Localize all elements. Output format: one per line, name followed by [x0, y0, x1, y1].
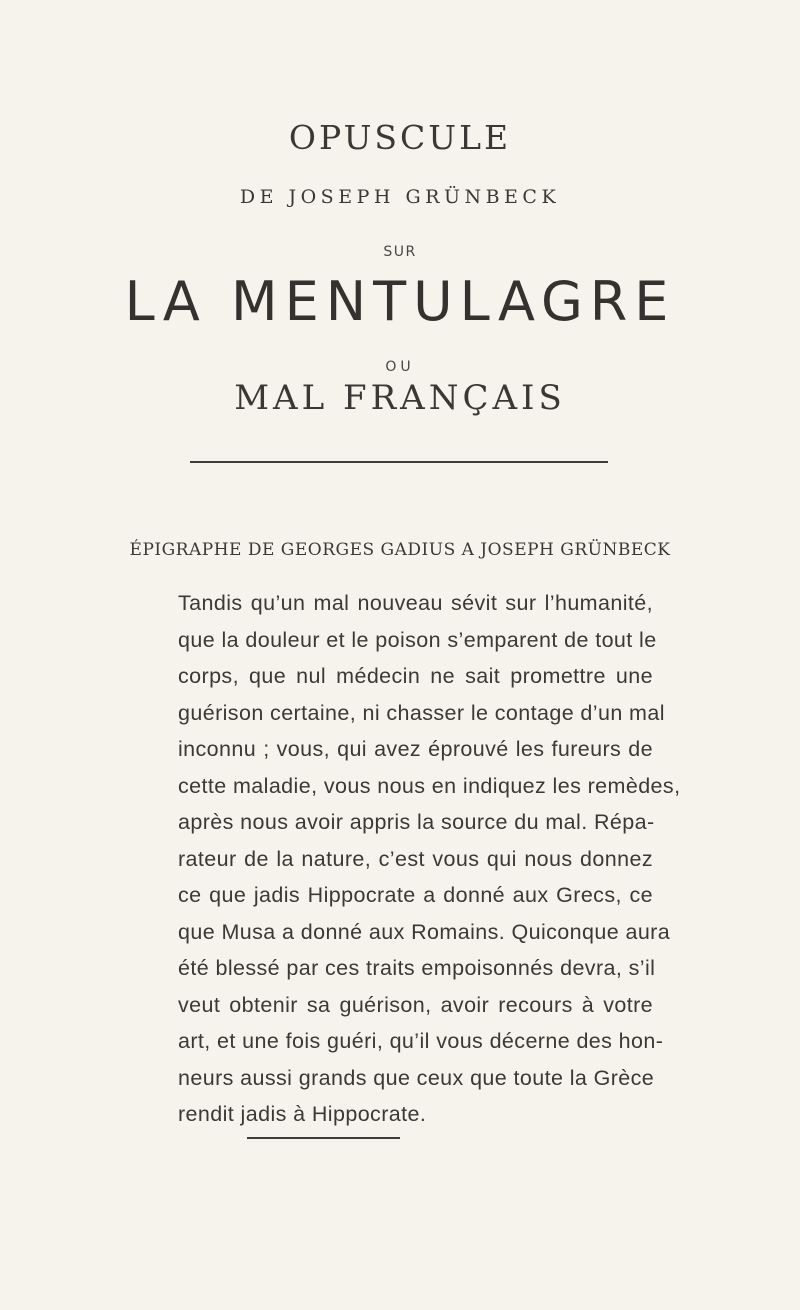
title-opuscule: OPUSCULE — [288, 118, 512, 157]
epigraph-body — [178, 585, 681, 1133]
body-line: cette maladie, vous nous en indiquez les remèdes, — [178, 773, 681, 798]
body-line: été blessé par ces traits empoisonnés devra, s’il — [178, 956, 656, 980]
body-line: que la douleur et le poison s’emparent de tout le — [178, 627, 657, 652]
body-line: après nous avoir appris la source du mal. Répa- — [178, 810, 655, 834]
end-divider — [247, 1137, 400, 1139]
body-line: rateur de la nature, c’est vous qui nous donnez — [178, 846, 653, 871]
body-line: veut obtenir sa guérison, avoir recours à votre — [178, 992, 653, 1017]
body-line: inconnu ; vous, qui avez éprouvé les fureurs de — [178, 737, 653, 761]
body-line: Tandis qu’un mal nouveau sévit sur l’humanité, — [178, 591, 653, 615]
title-sur: SUR — [383, 244, 417, 260]
title-subtitle: MAL FRANÇAIS — [234, 378, 566, 418]
body-line: rendit jadis à Hippocrate. — [178, 1102, 427, 1126]
body-line: corps, que nul médecin ne sait promettre une — [178, 664, 653, 688]
title-author-line: DE JOSEPH GRÜNBECK — [239, 186, 561, 208]
title-divider — [190, 461, 608, 463]
body-line: que Musa a donné aux Romains. Quiconque aura — [178, 919, 671, 944]
epigraph-heading: ÉPIGRAPHE DE GEORGES GADIUS A JOSEPH GRÜNBECK — [129, 540, 671, 560]
body-line: ce que jadis Hippocrate a donné aux Grecs, ce — [178, 883, 653, 907]
title-ou: OU — [385, 359, 415, 375]
title-main: LA MENTULAGRE — [124, 270, 676, 333]
body-line: art, et une fois guéri, qu’il vous décerne des hon- — [178, 1029, 664, 1053]
body-line: guérison certaine, ni chasser le contage d’un mal — [178, 700, 665, 725]
body-line: neurs aussi grands que ceux que toute la Grèce — [178, 1065, 655, 1090]
